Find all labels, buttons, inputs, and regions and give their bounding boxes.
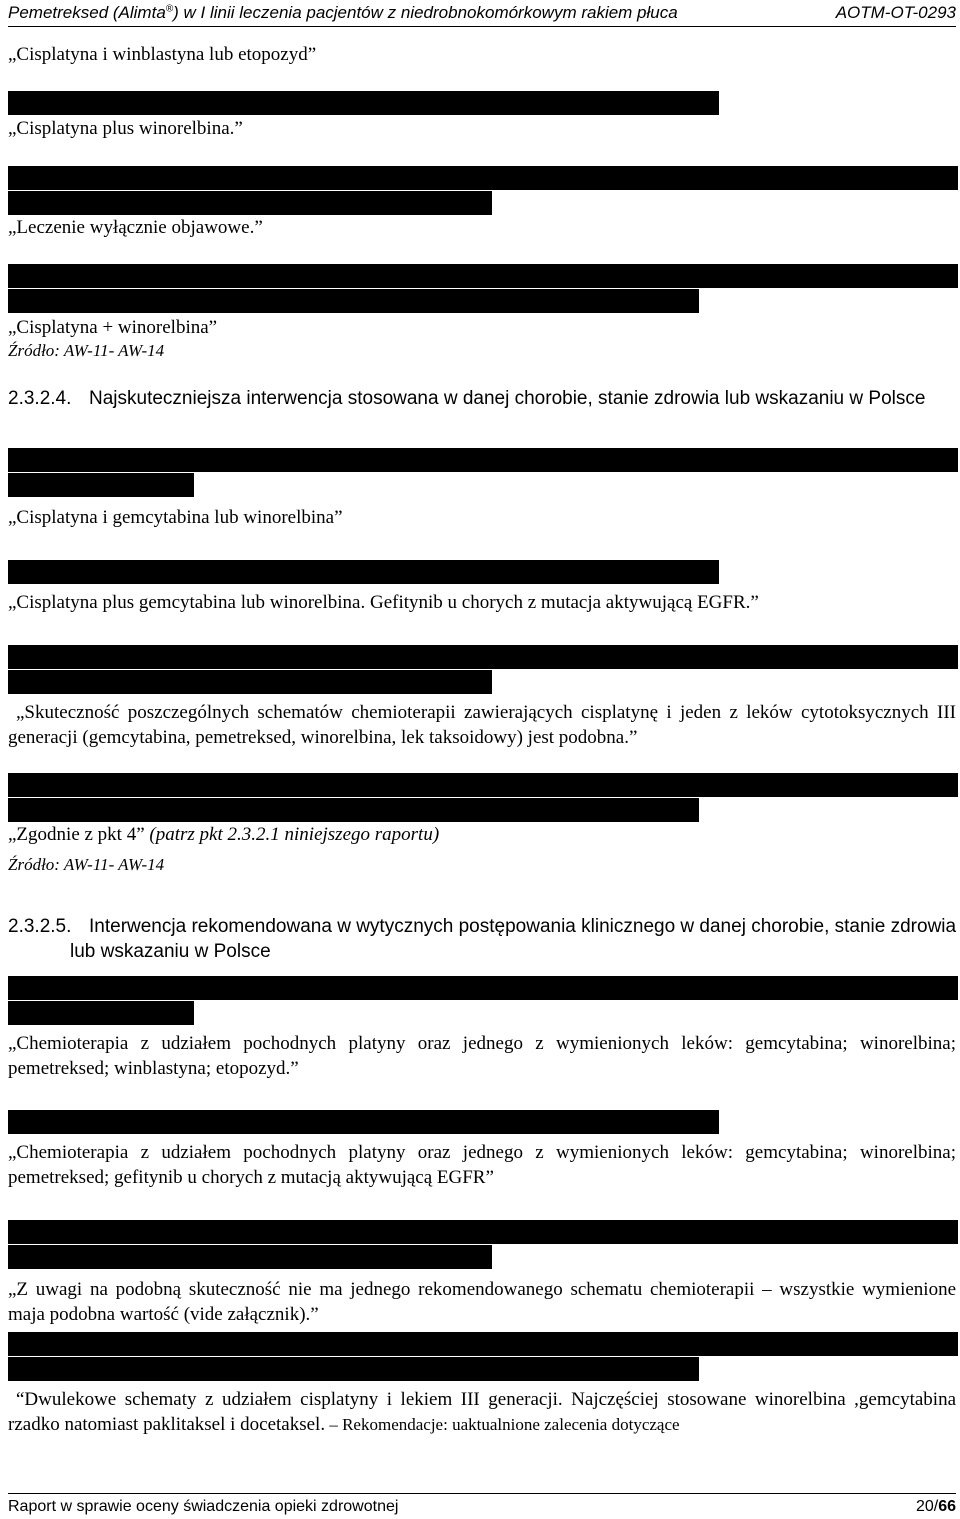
quote-chemioterapia-1: „Chemioterapia z udziałem pochodnych platyny oraz jednego z wymienionych leków: gemcytabina; winorelbina; pemetreksed; winblastyna; etopozyd.” (8, 1033, 956, 1079)
quote-gefitynib: „Cisplatyna plus gemcytabina lub winorelbina. Gefitynib u chorych z mutacja aktywującą EGFR.” (8, 592, 759, 613)
redaction-bar (8, 1245, 492, 1269)
section-heading-2-3-2-4 (8, 386, 958, 411)
quote-zgodnie: „Zgodnie z pkt 4” (patrz pkt 2.3.2.1 niniejszego raportu) (8, 824, 440, 845)
redaction-bar (8, 670, 492, 694)
registered-mark: ® (165, 3, 174, 15)
redaction-bar (8, 798, 699, 822)
source-note: Źródło: AW-11- AW-14 (8, 855, 165, 874)
quote-cisplatyna-winblastyna: „Cisplatyna i winblastyna lub etopozyd” (8, 44, 317, 65)
redaction-bar (8, 976, 958, 1000)
redaction-bar (8, 166, 958, 190)
redaction-bar (8, 473, 194, 497)
redaction-bar (8, 1332, 958, 1356)
quote-cisplatyna-winorelbina: „Cisplatyna plus winorelbina.” (8, 118, 243, 139)
page-number: 20/66 (915, 1498, 956, 1515)
quote-dwulekowe: “Dwulekowe schematy z udziałem cisplatyny i lekiem III generacji. Najczęściej stosowane winorelbina ,gemcytabina rzadko natomiast paklitaksel i docetaksel. – Rekomendacje: uaktualnione zalecenia dotyczące (8, 1389, 956, 1435)
quote-cisplatyna-plus-winorelbina: „Cisplatyna + winorelbina” (8, 317, 218, 338)
page-footer (8, 1493, 956, 1518)
quote-chemioterapia-2: „Chemioterapia z udziałem pochodnych platyny oraz jednego z wymienionych leków: gemcytabina; winorelbina; pemetreksed; gefitynib u chorych z mutacją aktywującą EGFR” (8, 1142, 956, 1188)
redaction-bar (8, 560, 719, 584)
redaction-bar (8, 1001, 194, 1025)
quote-z-uwagi: „Z uwagi na podobną skuteczność nie ma jednego rekomendowanego schematu chemioterapii – wszystkie wymienione maja podobna wartość (vide załącznik).” (8, 1279, 956, 1325)
redaction-bar (8, 645, 958, 669)
section-number: 2.3.2.4. (8, 388, 72, 409)
redaction-bar (8, 448, 958, 472)
redaction-bar (8, 264, 958, 288)
footer-report-title: Raport w sprawie oceny świadczenia opieki zdrowotnej (8, 1498, 399, 1515)
reference-note: (patrz pkt 2.3.2.1 niniejszego raportu) (144, 824, 440, 845)
redaction-bar (8, 1357, 699, 1381)
page-header (8, 0, 956, 27)
page-total: 66 (938, 1498, 956, 1515)
header-title: Pemetreksed (Alimta®) w I linii leczenia pacjentów z niedrobnokomórkowym rakiem płuca (8, 3, 678, 22)
quote-leczenie-objawowe: „Leczenie wyłącznie objawowe.” (8, 217, 263, 238)
redaction-bar (8, 191, 492, 215)
quote-cisplatyna-gemcytabina: „Cisplatyna i gemcytabina lub winorelbina” (8, 507, 343, 528)
redaction-bar (8, 1220, 958, 1244)
redaction-bar (8, 1110, 719, 1134)
recommendation-note: – Rekomendacje: uaktualnione zalecenia dotyczące (325, 1415, 680, 1434)
section-title: Interwencja rekomendowana w wytycznych postępowania klinicznego w danej chorobie, stanie zdrowia lub wskazaniu w Polsce (70, 916, 957, 962)
header-document-code: AOTM-OT-0293 (835, 3, 956, 22)
quote-skutecznosc: „Skuteczność poszczególnych schematów chemioterapii zawierających cisplatynę i jeden z leków cytotoksycznych III generacji (gemcytabina, pemetreksed, winorelbina, lek taksoidowy) jest podobna.” (8, 702, 956, 748)
section-number: 2.3.2.5. (8, 916, 72, 937)
redaction-bar (8, 91, 719, 115)
redaction-bar (8, 289, 699, 313)
section-title: Najskuteczniejsza interwencja stosowana w danej chorobie, stanie zdrowia lub wskazaniu w Polsce (89, 388, 926, 409)
redaction-bar (8, 773, 958, 797)
section-heading-2-3-2-5 (8, 914, 958, 964)
source-note: Źródło: AW-11- AW-14 (8, 341, 165, 360)
